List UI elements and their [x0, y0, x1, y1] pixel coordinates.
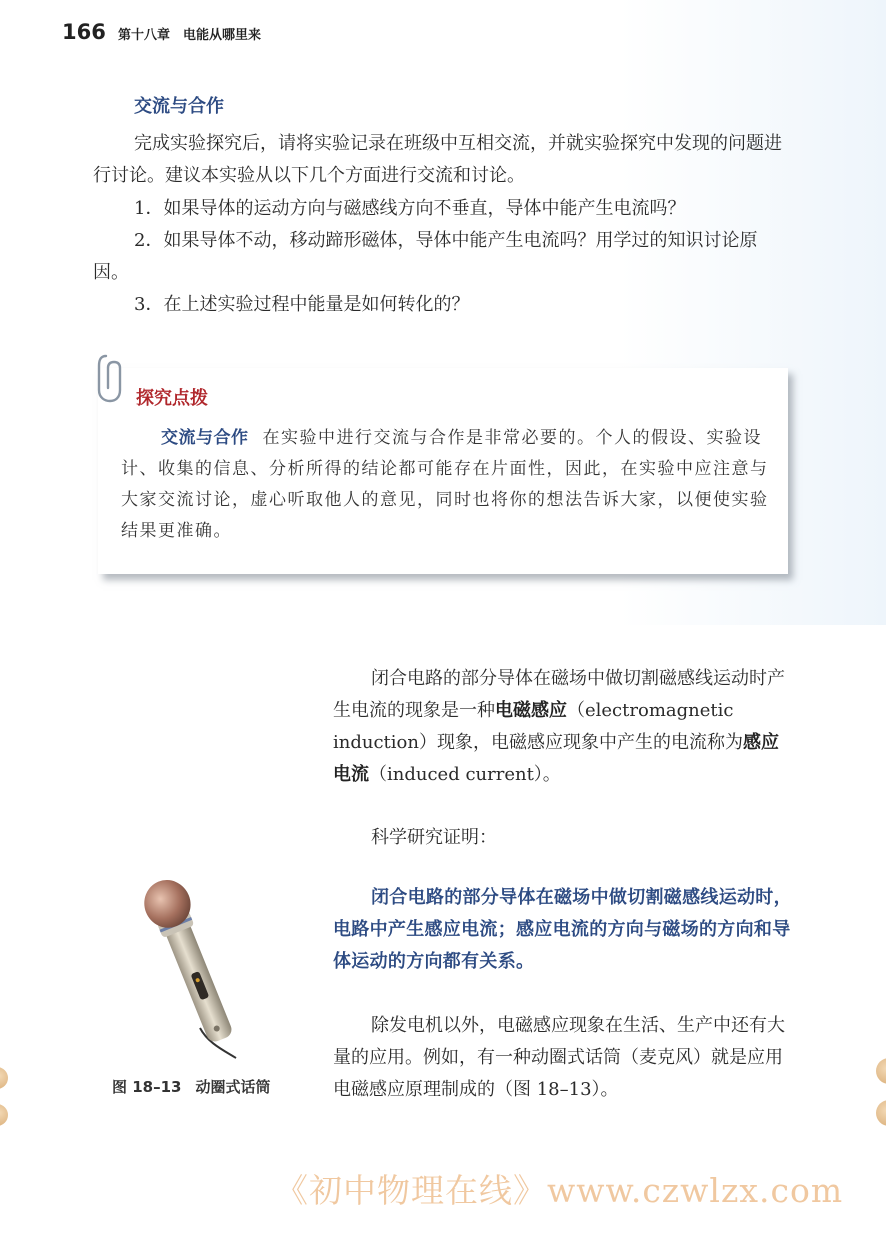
- induction-law: 闭合电路的部分导体在磁场中做切割磁感线运动时，电路中产生感应电流；感应电流的方向与磁场的方向和导体运动的方向都有关系。: [333, 887, 792, 972]
- section-title: 交流与合作: [134, 96, 224, 117]
- side-decoration-left-1: [0, 1067, 8, 1089]
- term-electromagnetic-induction: 电磁感应: [495, 700, 567, 721]
- section-intro: 完成实验探究后，请将实验记录在班级中互相交流，并就实验探究中发现的问题进行讨论。建议本实验从以下几个方面进行交流和讨论。: [93, 133, 782, 186]
- application-paragraph: 除发电机以外，电磁感应现象在生活、生产中还有大量的应用。例如，有一种动圈式话筒（麦克风）就是应用电磁感应原理制成的（图 18–13）。: [333, 1015, 785, 1100]
- tip-body: [121, 423, 771, 547]
- definition-text-1: 闭合电路的部分导体在磁场中做切割磁感线运动时产生电流的现象是一种: [333, 668, 785, 721]
- question-1: 1．如果导体的运动方向与磁感线方向不垂直，导体中能产生电流吗？: [134, 198, 686, 219]
- chapter-title: 第十八章 电能从哪里来: [118, 28, 262, 43]
- page-number: 166: [62, 20, 106, 44]
- tip-lead: 交流与合作: [161, 428, 249, 448]
- side-decoration-right-2: [876, 1100, 886, 1126]
- term-induced-current: 感应电流: [333, 732, 779, 785]
- microphone-illustration: [128, 878, 246, 1062]
- figure-caption-text: 动圈式话筒: [195, 1078, 271, 1096]
- side-decoration-left-2: [0, 1104, 8, 1126]
- figure-caption: [112, 1076, 271, 1097]
- tip-text: 在实验中进行交流与合作是非常必要的。个人的假设、实验设计、收集的信息、分析所得的结论都可能存在片面性，因此，在实验中应注意与大家交流讨论，虚心听取他人的意见，同时也将你的想法告诉大家，以便使实验结果更准确。: [121, 428, 769, 541]
- question-3: 3．在上述实验过程中能量是如何转化的？: [134, 294, 470, 315]
- definition-paragraph: [333, 663, 793, 791]
- watermark: 《初中物理在线》www.czwlzx.com: [275, 1171, 844, 1210]
- tip-title: 探究点拨: [136, 388, 208, 409]
- question-2: 2．如果导体不动，移动蹄形磁体，导体中能产生电流吗？用学过的知识讨论原因。: [93, 230, 758, 283]
- side-decoration-right-1: [876, 1058, 886, 1084]
- figure-label: 图 18–13: [112, 1078, 182, 1096]
- definition-text-2: （electromagnetic induction）现象，电磁感应现象中产生的电流称为: [333, 700, 743, 753]
- definition-text-3: （induced current）。: [369, 764, 561, 785]
- science-intro: 科学研究证明：: [371, 827, 497, 848]
- paperclip-icon: [96, 352, 124, 404]
